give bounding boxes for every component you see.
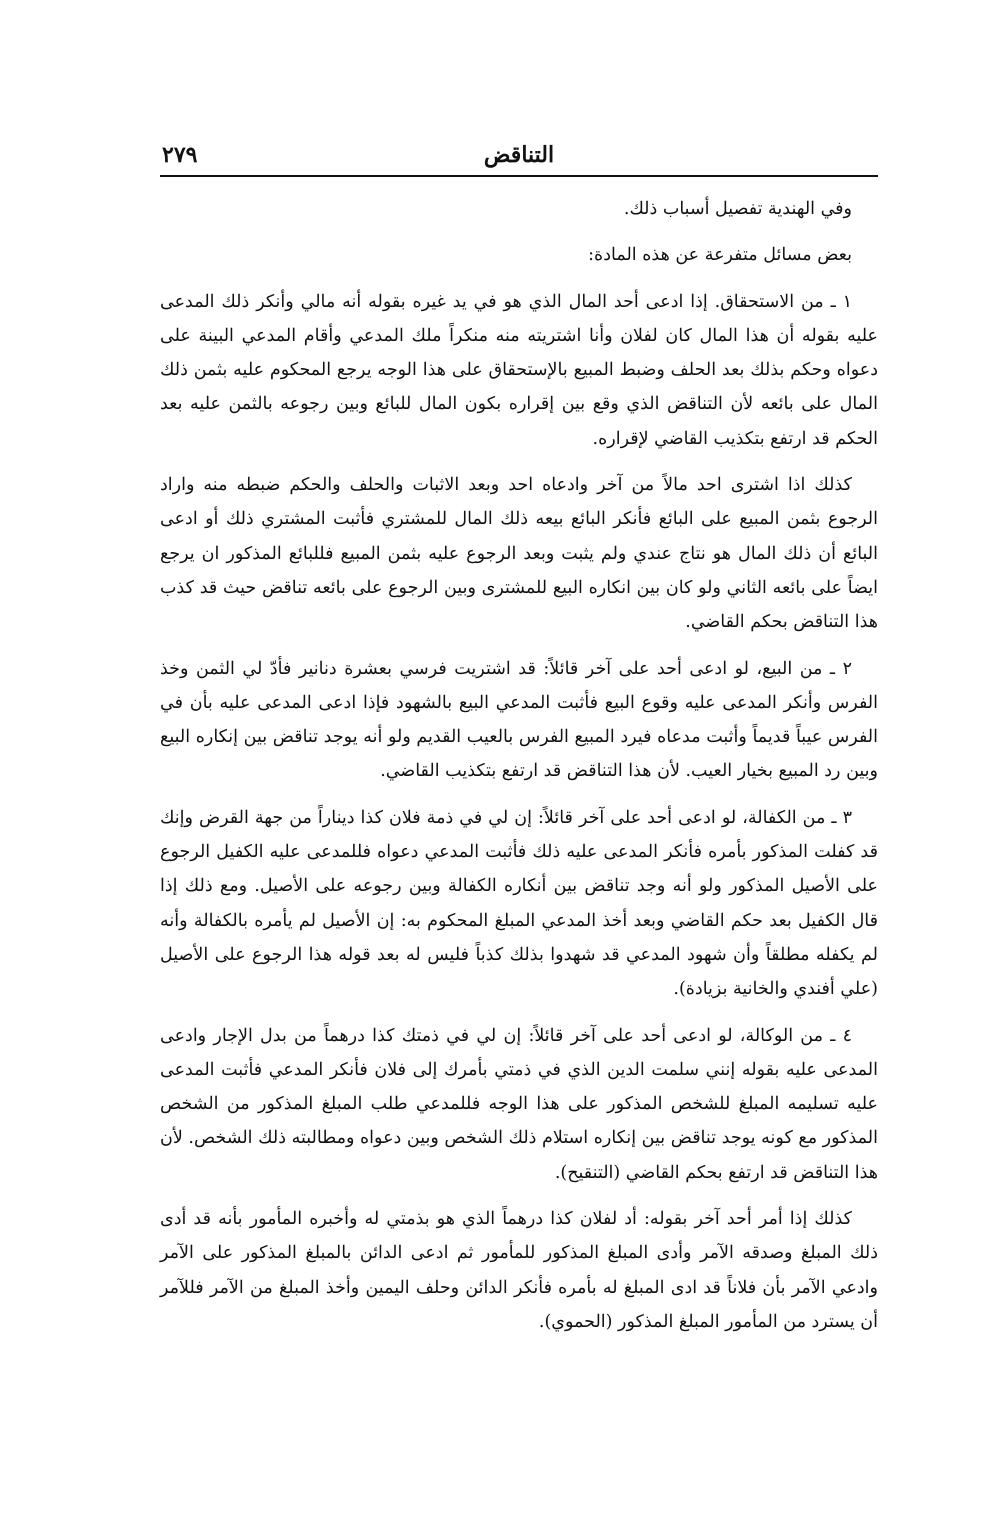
paragraph-istihqaq: ١ ـ من الاستحقاق. إذا ادعى أحد المال الذي هو في يد غيره بقوله أنه مالي وأنكر ذلك المدعى عليه بقوله أن هذا المال كان لفلان وأنا اشتريته منه منكراً ملك المدعي وأقام المدعي البينة على دعواه وحكم بذلك بعد الحلف وضبط المبيع بالإستحقاق على هذا الوجه يرجع المحكوم عليه بثمن ذلك المال على بائعه لأن التناقض الذي وقع بين إقراره بكون المال للبائع وبين رجوعه بالثمن عليه بعد الحكم قد ارتفع بتكذيب القاضي لإقراره.	[160, 291, 878, 449]
page-number: ٢٧٩	[162, 142, 198, 168]
page-header	[160, 140, 878, 174]
paragraph-istihqaq-continued: كذلك اذا اشترى احد مالاً من آخر وادعاه احد وبعد الاثبات والحلف والحكم ضبطه منه واراد الرجوع بثمن المبيع على البائع فأنكر البائع بيعه ذلك المال للمشتري فأثبت المشتري ذلك أو ادعى البائع أن ذلك المال هو نتاج عندي ولم يثبت وبعد الرجوع عليه بثمن المبيع فللبائع المذكور ان يرجع ايضاً على بائعه الثاني ولو كان بين انكاره البيع للمشترى وبين الرجوع على بائعه تناقض حيث قد كذب هذا التناقض بحكم القاضي.	[160, 475, 878, 633]
paragraph-bay: ٢ ـ من البيع، لو ادعى أحد على آخر قائلاً: قد اشتريت فرسي بعشرة دنانير فأدّ لي الثمن وخذ الفرس وأنكر المدعى عليه وقوع البيع فأثبت المدعي البيع بالشهود فإذا ادعى المدعى عليه بأن في الفرس عيباً قديماً وأثبت مدعاه فيرد المبيع الفرس بالعيب القديم ولو أنه يوجد تناقض بين إنكاره البيع وبين رد المبيع بخيار العيب. لأن هذا التناقض قد ارتفع بتكذيب القاضي.	[160, 658, 878, 782]
paragraph-amr: كذلك إذا أمر أحد آخر بقوله: أد لفلان كذا درهماً الذي هو بذمتي له وأخبره المأمور بأنه قد أدى ذلك المبلغ وصدقه الآمر وأدى المبلغ المذكور للمأمور ثم ادعى الدائن بالمبلغ المذكور على الآمر وادعي الآمر بأن فلاناً قد ادى المبلغ له بأمره فأنكر الدائن وحلف اليمين وأخذ المبلغ من الآمر فللآمر أن يسترد من المأمور المبلغ المذكور (الحموي).	[160, 1209, 878, 1332]
paragraph-wakala: ٤ ـ من الوكالة، لو ادعى أحد على آخر قائلاً: إن لي في ذمتك كذا درهماً من بدل الإجار وادعى المدعى عليه بقوله إنني سلمت الدين الذي في ذمتي بأمرك إلى فلان فأنكر المدعي فأثبت المدعى عليه تسليمه المبلغ للشخص المذكور على هذا الوجه فللمدعي طلب المبلغ المذكور من الشخص المذكور مع كونه يوجد تناقض بين إنكاره استلام ذلك الشخص وبين دعواه ومطالبته ذلك الشخص. لأن هذا التناقض قد ارتفع بحكم القاضي (التنقيح).	[160, 1025, 878, 1183]
body-text	[160, 192, 878, 1351]
paragraph-intro: وفي الهندية تفصيل أسباب ذلك.	[623, 199, 852, 219]
paragraph-kafala: ٣ ـ من الكفالة، لو ادعى أحد على آخر قائلاً: إن لي في ذمة فلان كذا ديناراً من جهة القرض وإنك قد كفلت المذكور بأمره فأنكر المدعى عليه ذلك فأثبت المدعي دعواه فللمدعى عليه الكفيل الرجوع على الأصيل المذكور ولو أنه وجد تناقض بين أنكاره الكفالة وبين رجوعه على الأصيل. ومع ذلك إذا قال الكفيل بعد حكم القاضي وبعد أخذ المدعي المبلغ المحكوم به: إن الأصيل لم يأمره بالكفالة وأنه لم يكفله مطلقاً وأن شهود المدعي قد شهدوا بذلك كذباً فليس له بعد قوله هذا الرجوع على الأصيل (علي أفندي والخانية بزيادة).	[160, 807, 878, 1000]
paragraph-subheading: بعض مسائل متفرعة عن هذه المادة:	[588, 245, 852, 266]
running-title: التناقض	[483, 142, 555, 168]
header-rule	[160, 175, 878, 177]
